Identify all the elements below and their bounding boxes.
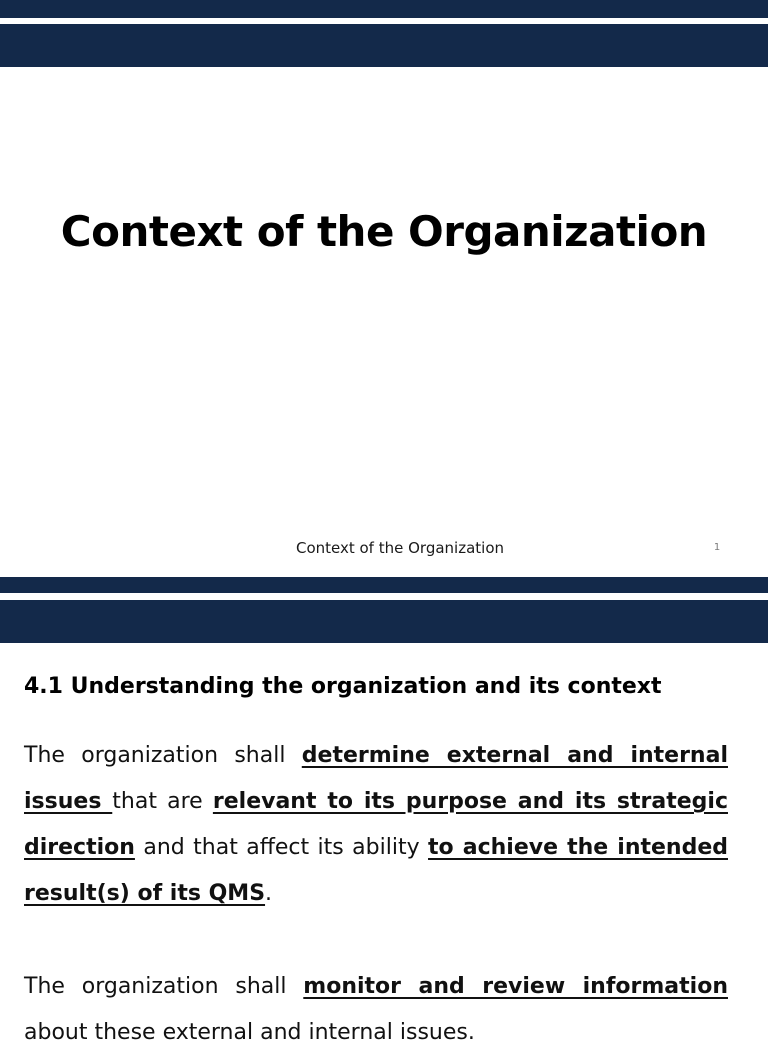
slide-title: Context of the Organization — [60, 207, 708, 256]
paragraph-text: The organization shall — [24, 974, 304, 999]
header-band-thin — [0, 0, 768, 18]
paragraph-text: about these external and internal issues. — [24, 1020, 475, 1045]
paragraph-text: . — [265, 881, 273, 906]
paragraph-text: and that affect its ability — [134, 835, 429, 860]
paragraph-text: The organization shall — [24, 743, 302, 768]
header-band-thick — [0, 600, 768, 643]
paragraph-monitor — [24, 964, 728, 1056]
emphasis-text: relevant to its purpose and its strategic direction — [24, 789, 728, 860]
paragraph-issues — [24, 733, 728, 917]
slide-2 — [0, 577, 768, 1045]
slide-footer: Context of the Organization — [295, 539, 505, 557]
slide-number: 1 — [713, 542, 721, 553]
emphasis-text: to achieve the intended result(s) of its QMS — [24, 835, 728, 906]
emphasis-text: monitor and review information — [303, 974, 728, 999]
emphasis-text: determine external and internal issues — [24, 743, 728, 814]
header-band-thin — [0, 577, 768, 593]
section-heading: 4.1 Understanding the organization and its context — [24, 674, 662, 699]
header-band-thick — [0, 24, 768, 67]
paragraph-text: that are — [112, 789, 213, 814]
